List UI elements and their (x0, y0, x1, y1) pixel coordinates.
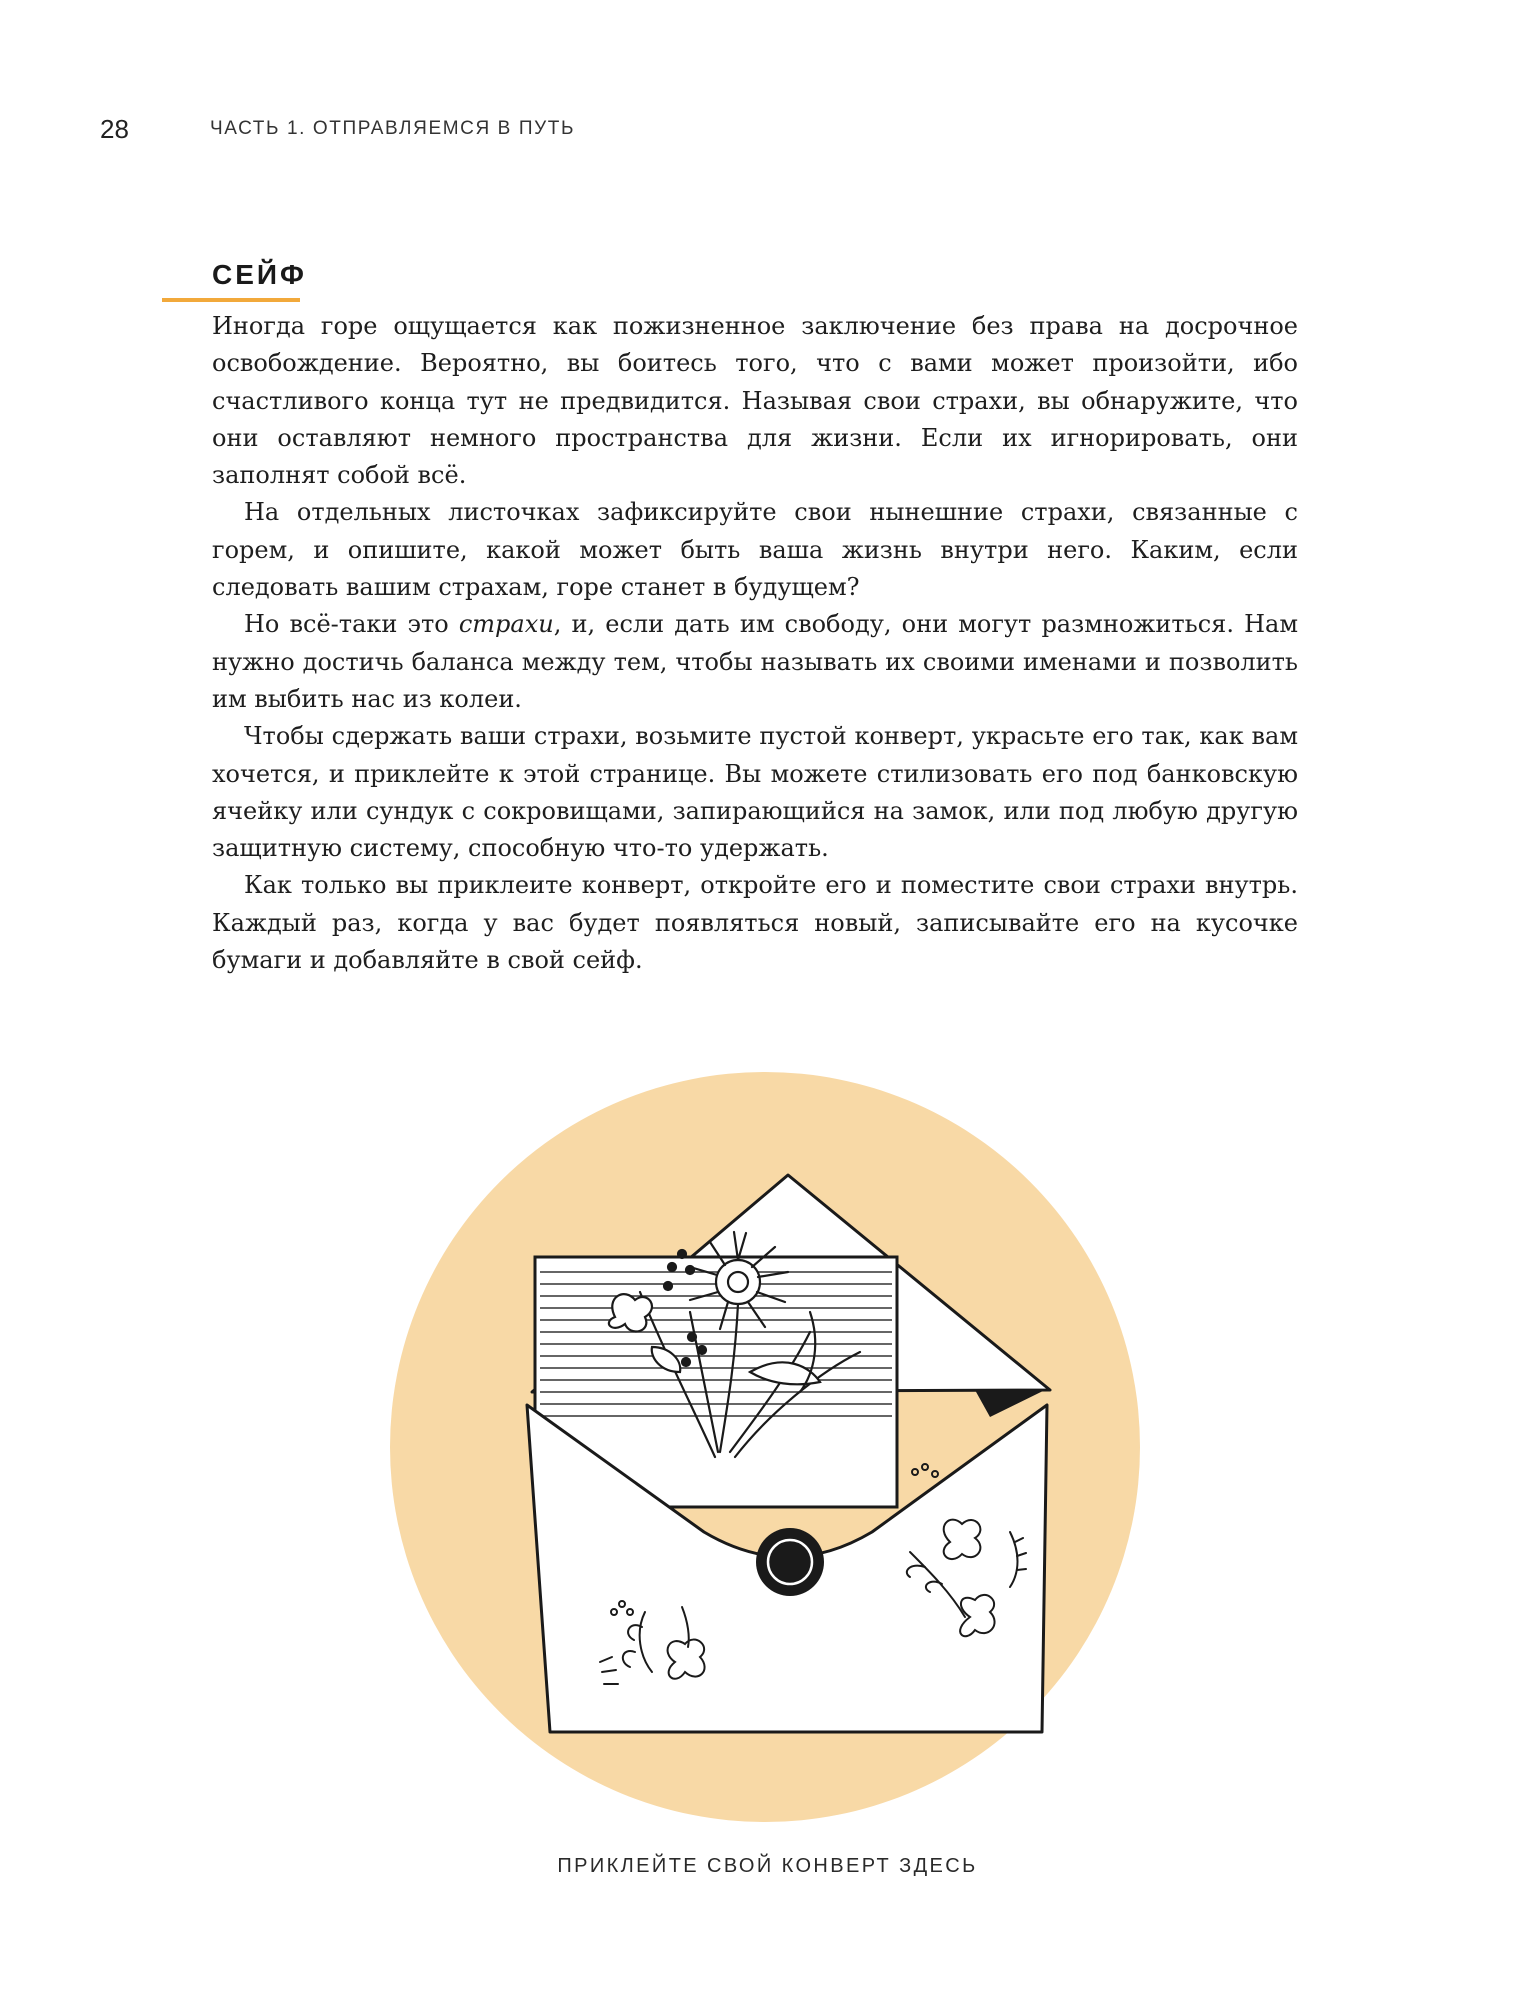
envelope-illustration (390, 1072, 1140, 1822)
page-number: 28 (100, 113, 129, 144)
page-heading: СЕЙФ (212, 259, 307, 290)
paragraph-3-emphasis: страхи (458, 610, 554, 639)
paragraph-3-start: Но всё-таки это (244, 610, 459, 639)
wax-seal (756, 1528, 824, 1596)
running-head (100, 114, 575, 144)
paragraph-2: На отдельных листочках зафиксируйте свои нынешние страхи, связанные с горем, и опишите, какой может быть ваша жизнь внутри него. Каким, если следовать вашим страхам, горе станет в будущем? (212, 498, 1298, 602)
heading-underline (162, 298, 300, 302)
paragraph-4: Чтобы сдержать ваши страхи, возьмите пустой конверт, украсьте его так, как вам хочется, и приклейте к этой странице. Вы можете стилизовать его под банковскую ячейку или сундук с сокровищами, запирающийся на замок, или под любую другую защитную систему, способную что-то удержать. (212, 722, 1298, 863)
heading-block (162, 258, 307, 302)
paragraph-5: Как только вы приклеите конверт, откройте его и поместите свои страхи внутрь. Каждый раз, когда у вас будет появляться новый, записывайте его на кусочке бумаги и добавляйте в свой сейф. (212, 871, 1298, 975)
caption: ПРИКЛЕЙТЕ СВОЙ КОНВЕРТ ЗДЕСЬ (557, 1855, 978, 1877)
body-text (212, 308, 1298, 979)
section-title: ЧАСТЬ 1. ОТПРАВЛЯЕМСЯ В ПУТЬ (210, 118, 576, 139)
paragraph-3 (212, 606, 1298, 718)
envelope-with-flowers-icon (390, 1072, 1140, 1822)
paragraph-1: Иногда горе ощущается как пожизненное заключение без права на досрочное освобождение. Вероятно, вы боитесь того, что с вами может произойти, ибо счастливого конца тут не предвидится. Называя свои страхи, вы обнаружите, что они оставляют немного пространства для жизни. Если их игнорировать, они заполнят собой всё. (212, 312, 1298, 490)
paragraph-3-end: , и, если дать им свободу, они могут размножиться. Нам нужно достичь баланса между тем, чтобы называть их своими именами и позволить им выбить нас из колеи. (212, 610, 1298, 713)
